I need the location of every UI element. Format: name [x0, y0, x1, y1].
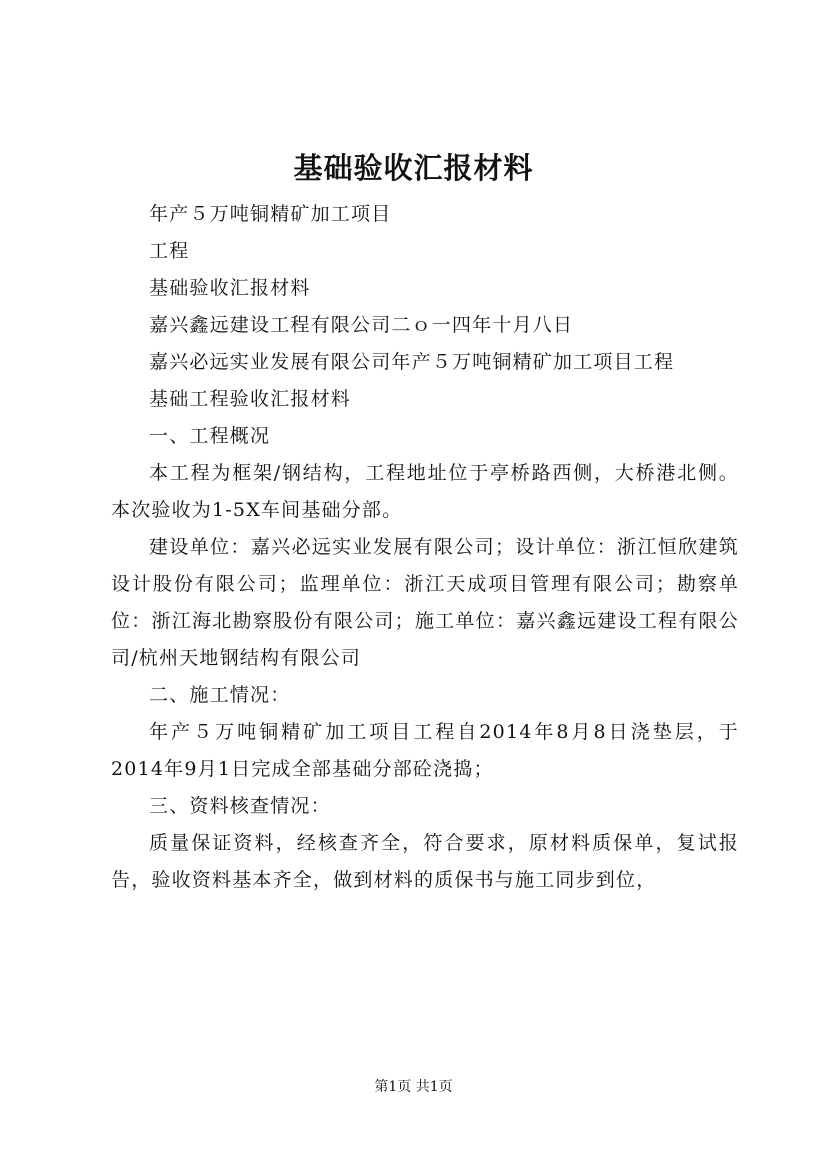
paragraph-report-title: 基础验收汇报材料 — [149, 277, 311, 299]
paragraph-units: 建设单位：嘉兴必远实业发展有限公司；设计单位：浙江恒欣建筑设计股份有限公司；监理单位：浙江天成项目管理有限公司；勘察单位：浙江海北勘察股份有限公司；施工单位：嘉兴鑫远建设工程有限公司/杭州天地钢结构有限公司 — [111, 536, 739, 669]
paragraph-construction: 年产５万吨铜精矿加工项目工程自2014年8月8日浇垫层，于2014年9月1日完成全部基础分部砼浇捣； — [111, 721, 739, 780]
section-heading-construction: 二、施工情况： — [149, 684, 291, 706]
document-body — [111, 196, 739, 899]
page-number-footer: 第1页 共1页 — [374, 1079, 453, 1095]
document-title: 基础验收汇报材料 — [293, 151, 534, 185]
section-heading-overview: 一、工程概况 — [149, 425, 271, 447]
section-heading-documents: 三、资料核查情况： — [149, 795, 331, 817]
paragraph-overview: 本工程为框架/钢结构，工程地址位于亭桥路西侧，大桥港北侧。本次验收为1-5X车间基础分部。 — [111, 462, 739, 521]
paragraph-client-project: 嘉兴必远实业发展有限公司年产５万吨铜精矿加工项目工程 — [149, 351, 675, 373]
paragraph-documents: 质量保证资料，经核查齐全，符合要求，原材料质保单，复试报告，验收资料基本齐全，做到材料的质保书与施工同步到位， — [111, 832, 739, 891]
paragraph-project-name: 年产５万吨铜精矿加工项目 — [149, 203, 392, 225]
paragraph-company-date: 嘉兴鑫远建设工程有限公司二ｏ一四年十月八日 — [149, 314, 574, 336]
paragraph-foundation-report: 基础工程验收汇报材料 — [149, 388, 352, 410]
paragraph-engineering: 工程 — [149, 240, 190, 262]
